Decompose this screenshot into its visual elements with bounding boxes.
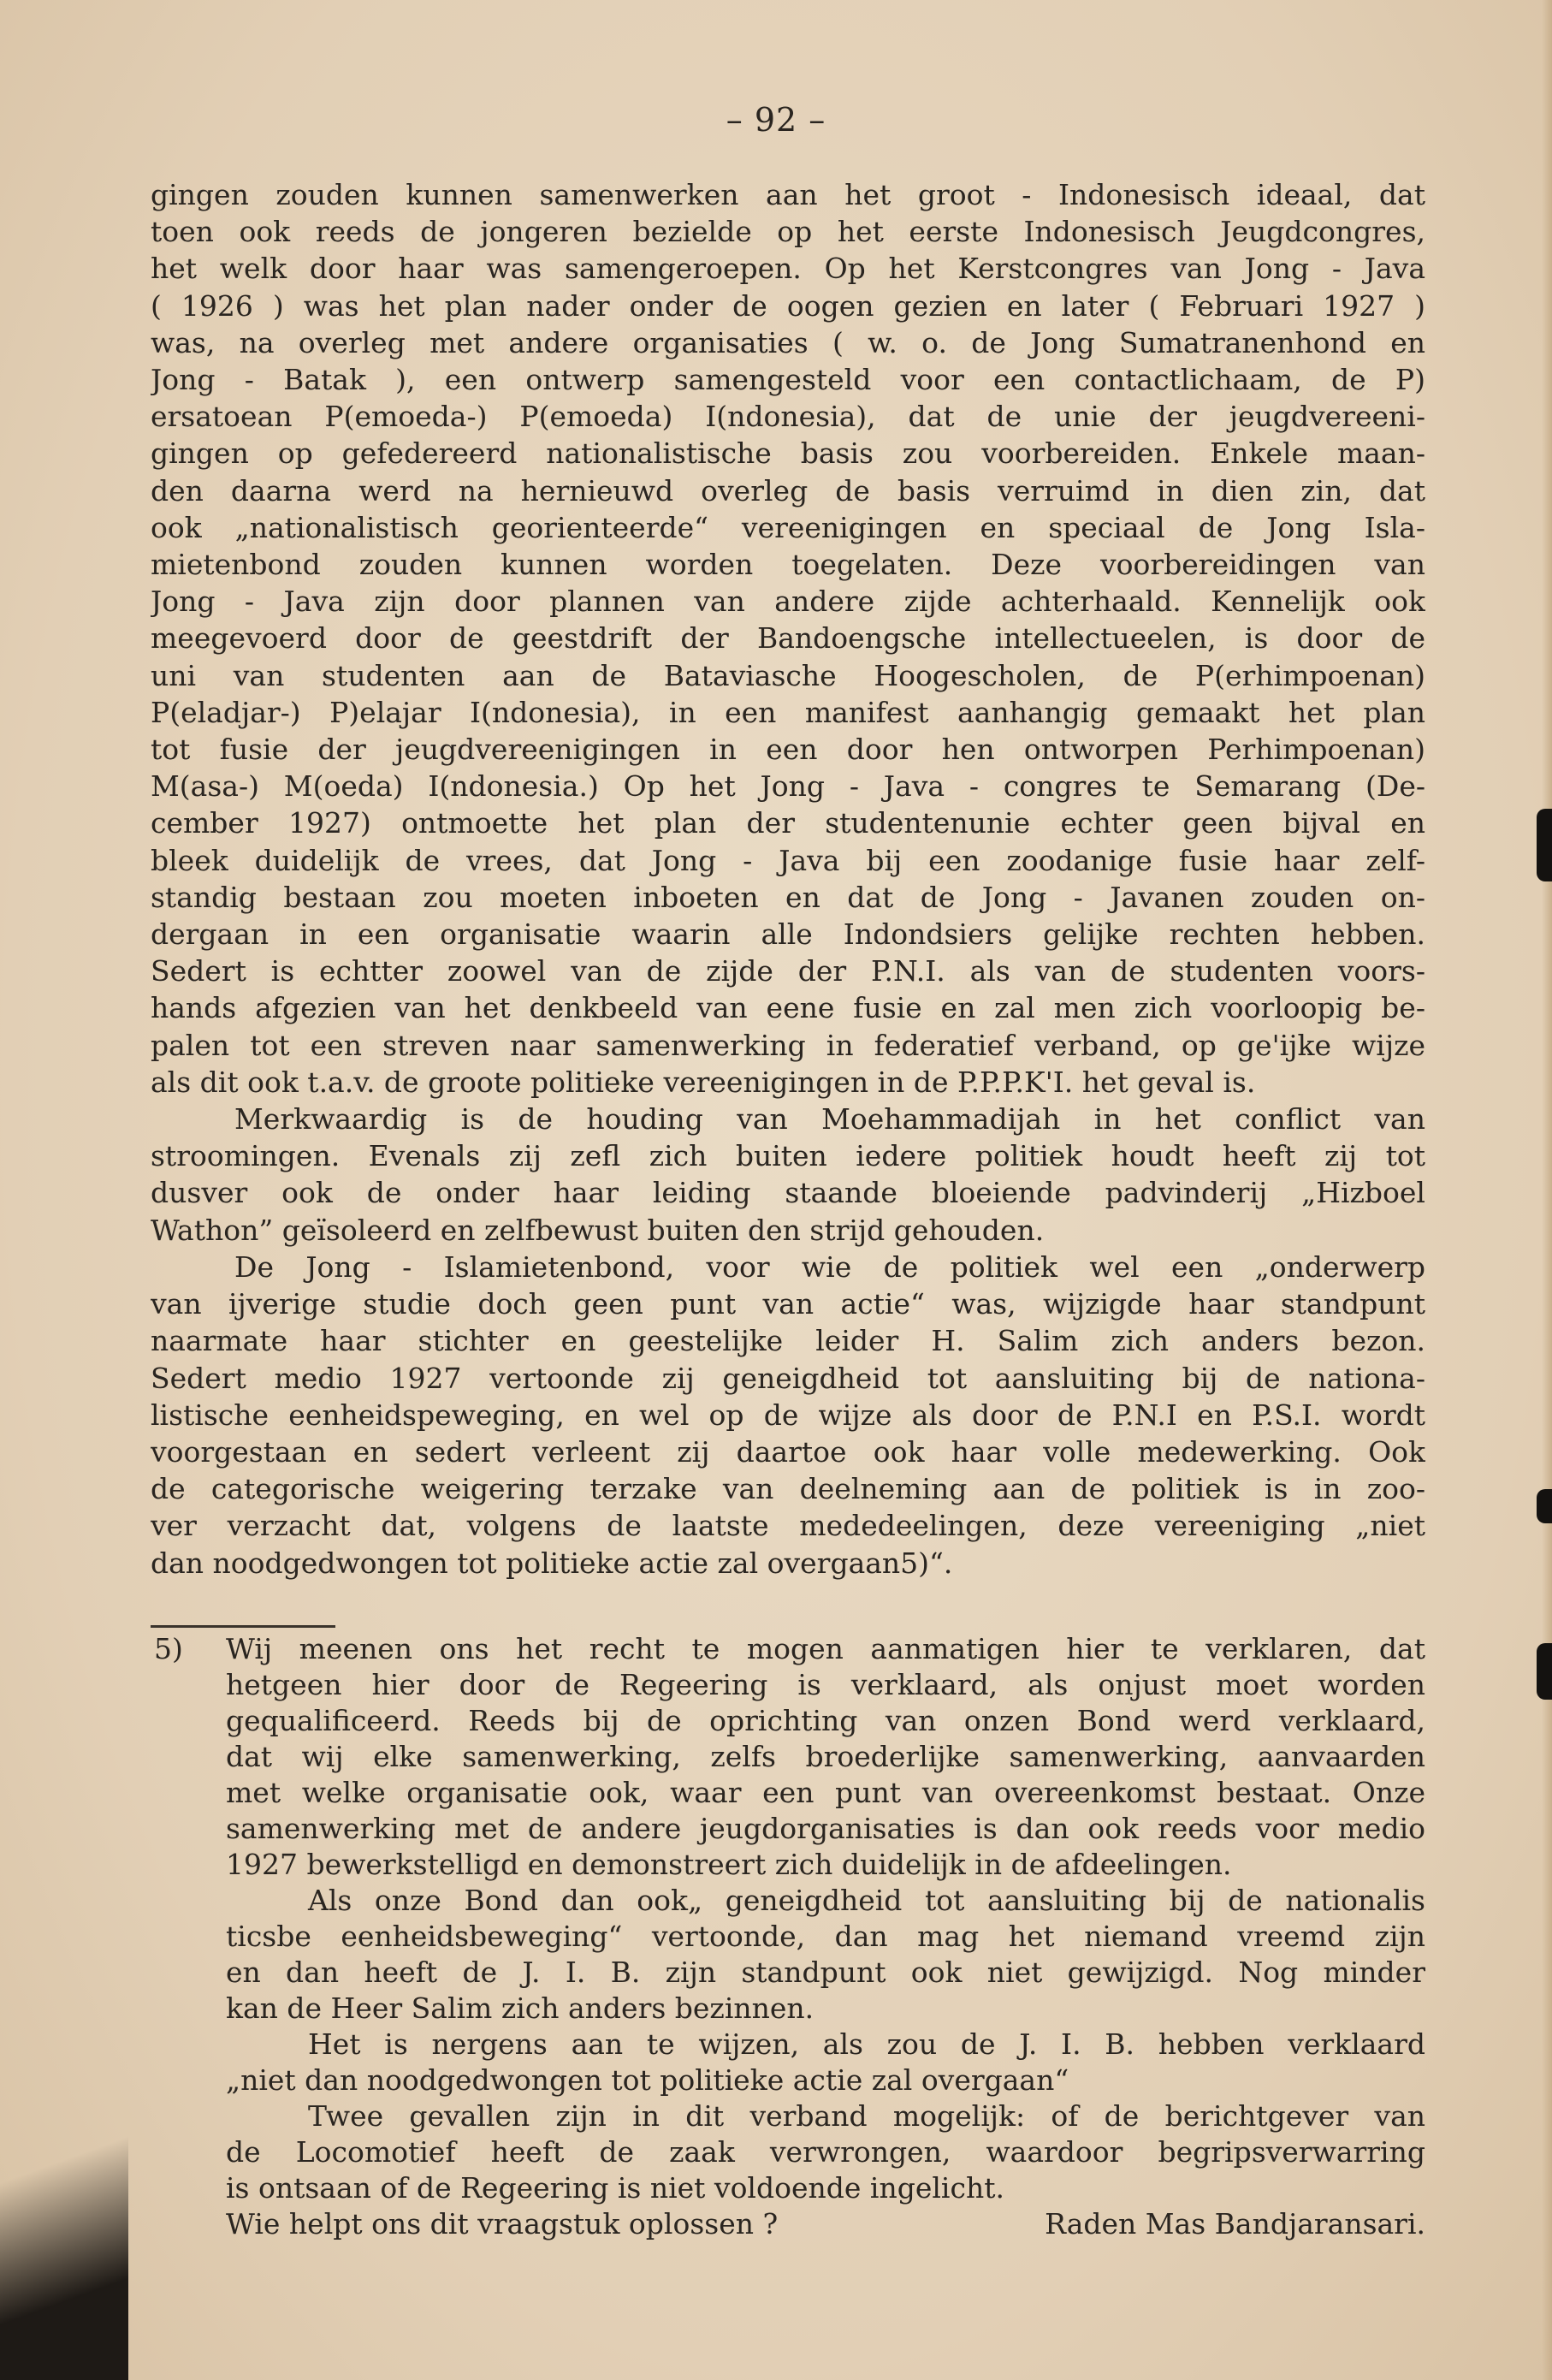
text-line: standig bestaan zou moeten inboeten en dat de Jong - Javanen zouden on- [151, 880, 1425, 914]
footnote-marker: 5) [154, 1632, 183, 1665]
text-line: gingen zouden kunnen samenwerken aan het groot - Indonesisch ideaal, dat [151, 178, 1425, 211]
text-line: bleek duidelijk de vrees, dat Jong - Java bij een zoodanige fusie haar zelf- [151, 843, 1425, 877]
text-line: ( 1926 ) was het plan nader onder de oogen gezien en later ( Februari 1927 ) [151, 288, 1425, 323]
closing-row [154, 2206, 1425, 2242]
footnote [154, 1631, 1425, 2242]
text-line: hands afgezien van het denkbeeld van eene fusie en zal men zich voorloopig be- [151, 991, 1425, 1025]
footnote-line: en dan heeft de J. I. B. zijn standpunt ook niet gewijzigd. Nog minder [226, 1956, 1425, 1989]
binding-hole [1537, 1643, 1552, 1700]
footnote-separator [151, 1625, 335, 1628]
footnote-line: Het is nergens aan te wijzen, als zou de J. I. B. hebben verklaard [308, 2027, 1425, 2061]
text-line: palen tot een streven naar samenwerking in federatief verband, op ge'ijke wijze [151, 1028, 1425, 1062]
text-line: tot fusie der jeugdvereenigingen in een door hen ontworpen Perhimpoenan) [151, 733, 1425, 767]
text-line: toen ook reeds de jongeren bezielde op het eerste Indonesisch Jeugdcongres, [151, 215, 1425, 249]
text-line: dergaan in een organisatie waarin alle Indondsiers gelijke rechten hebben. [151, 917, 1425, 952]
footnote-line: 1927 bewerkstelligd en demonstreert zich duidelijk in de afdeelingen. [226, 1848, 1232, 1881]
text-line: Sedert is echtter zoowel van de zijde der P.N.I. als van de studenten voors- [151, 954, 1425, 988]
footnote-line: is ontsaan of de Regeering is niet voldoende ingelicht. [226, 2171, 1004, 2205]
closing-question: Wie helpt ons dit vraagstuk oplossen ? [226, 2207, 779, 2241]
text-line: dusver ook de onder haar leiding staande bloeiende padvinderij „Hizboel [151, 1176, 1425, 1210]
footnote-line: dat wij elke samenwerking, zelfs broederlijke samenwerking, aanvaarden [226, 1740, 1425, 1773]
body-text [151, 176, 1425, 1582]
footnote-line: Als onze Bond dan ook„ geneigdheid tot aansluiting bij de nationalis [308, 1884, 1425, 1917]
text-line: Jong - Batak ), een ontwerp samengesteld voor een contactlichaam, de P) [151, 363, 1425, 397]
page-edge [1542, 0, 1552, 2380]
footnote-line: gequalificeerd. Reeds bij de oprichting van onzen Bond werd verklaard, [226, 1704, 1425, 1737]
text-line: voorgestaan en sedert verleent zij daartoe ook haar volle medewerking. Ook [151, 1434, 1425, 1469]
text-line: uni van studenten aan de Bataviasche Hoogescholen, de P(erhimpoenan) [151, 658, 1425, 692]
binding-shadow [0, 2021, 128, 2380]
text-line: ver verzacht dat, volgens de laatste mededeelingen, deze vereeniging „niet [151, 1509, 1425, 1543]
text-line: De Jong - Islamietenbond, voor wie de politiek wel een „onderwerp [234, 1249, 1425, 1284]
text-line: Merkwaardig is de houding van Moehammadijah in het conflict van [234, 1102, 1425, 1137]
text-line: gingen op gefedereerd nationalistische basis zou voorbereiden. Enkele maan- [151, 436, 1425, 471]
text-line: den daarna werd na hernieuwd overleg de basis verruimd in dien zin, dat [151, 473, 1425, 507]
footnote-line [154, 1631, 1425, 1667]
text-line: naarmate haar stichter en geestelijke leider H. Salim zich anders bezon. [151, 1324, 1425, 1358]
binding-hole [1537, 809, 1552, 881]
text-line: listische eenheidspeweging, en wel op de wijze als door de P.N.I en P.S.I. wordt [151, 1398, 1425, 1432]
text-line: Wathon” geïsoleerd en zelfbewust buiten den strijd gehouden. [151, 1213, 1045, 1247]
text-line: van ijverige studie doch geen punt van actie“ was, wijzigde haar standpunt [151, 1287, 1425, 1321]
text-line: mietenbond zouden kunnen worden toegelaten. Deze voorbereidingen van [151, 548, 1425, 582]
footnote-line: met welke organisatie ook, waar een punt van overeenkomst bestaat. Onze [226, 1776, 1425, 1809]
footnote-line: „niet dan noodgedwongen tot politieke actie zal overgaan“ [226, 2063, 1069, 2097]
text-line: als dit ook t.a.v. de groote politieke vereenigingen in de P.P.P.K'I. het geval is. [151, 1065, 1256, 1099]
footnote-line: ticsbe eenheidsbeweging“ vertoonde, dan mag het niemand vreemd zijn [226, 1920, 1425, 1953]
text-line: ook „nationalistisch georienteerde“ vereenigingen en speciaal de Jong Isla- [151, 510, 1425, 544]
signature: Raden Mas Bandjaransari. [1045, 2207, 1425, 2241]
footnote-line: de Locomotief heeft de zaak verwrongen, waardoor begripsverwarring [226, 2135, 1425, 2169]
text-line: Jong - Java zijn door plannen van andere zijde achterhaald. Kennelijk ook [151, 585, 1425, 619]
text-line: de categorische weigering terzake van deelneming aan de politiek is in zoo- [151, 1472, 1425, 1506]
text-line: ersatoean P(emoeda-) P(emoeda) I(ndonesia), dat de unie der jeugdvereeni- [151, 400, 1425, 434]
text-line: cember 1927) ontmoette het plan der studentenunie echter geen bijval en [151, 806, 1425, 840]
text-line: was, na overleg met andere organisaties ( w. o. de Jong Sumatranenhond en [151, 325, 1425, 359]
footnote-line: hetgeen hier door de Regeering is verklaard, als onjust moet worden [226, 1668, 1425, 1701]
text-line: dan noodgedwongen tot politieke actie zal overgaan5)“. [151, 1546, 953, 1580]
text-line: meegevoerd door de geestdrift der Bandoengsche intellectueelen, is door de [151, 621, 1425, 656]
page-number: – 92 – [726, 101, 826, 139]
footnote-line: Twee gevallen zijn in dit verband mogelijk: of de berichtgever van [308, 2099, 1425, 2133]
binding-hole [1537, 1489, 1552, 1523]
footnote-text: Wij meenen ons het recht te mogen aanmatigen hier te verklaren, dat [226, 1632, 1425, 1665]
footnote-line: kan de Heer Salim zich anders bezinnen. [226, 1991, 815, 2025]
text-line: P(eladjar-) P)elajar I(ndonesia), in een manifest aanhangig gemaakt het plan [151, 695, 1425, 729]
text-line: het welk door haar was samengeroepen. Op het Kerstcongres van Jong - Java [151, 252, 1425, 286]
text-line: Sedert medio 1927 vertoonde zij geneigdheid tot aansluiting bij de nationa- [151, 1361, 1425, 1395]
text-line: stroomingen. Evenals zij zefl zich buiten iedere politiek houdt heeft zij tot [151, 1139, 1425, 1173]
footnote-line: samenwerking met de andere jeugdorganisaties is dan ook reeds voor medio [226, 1812, 1425, 1845]
text-line: M(asa-) M(oeda) I(ndonesia.) Op het Jong - Java - congres te Semarang (De- [151, 769, 1425, 804]
